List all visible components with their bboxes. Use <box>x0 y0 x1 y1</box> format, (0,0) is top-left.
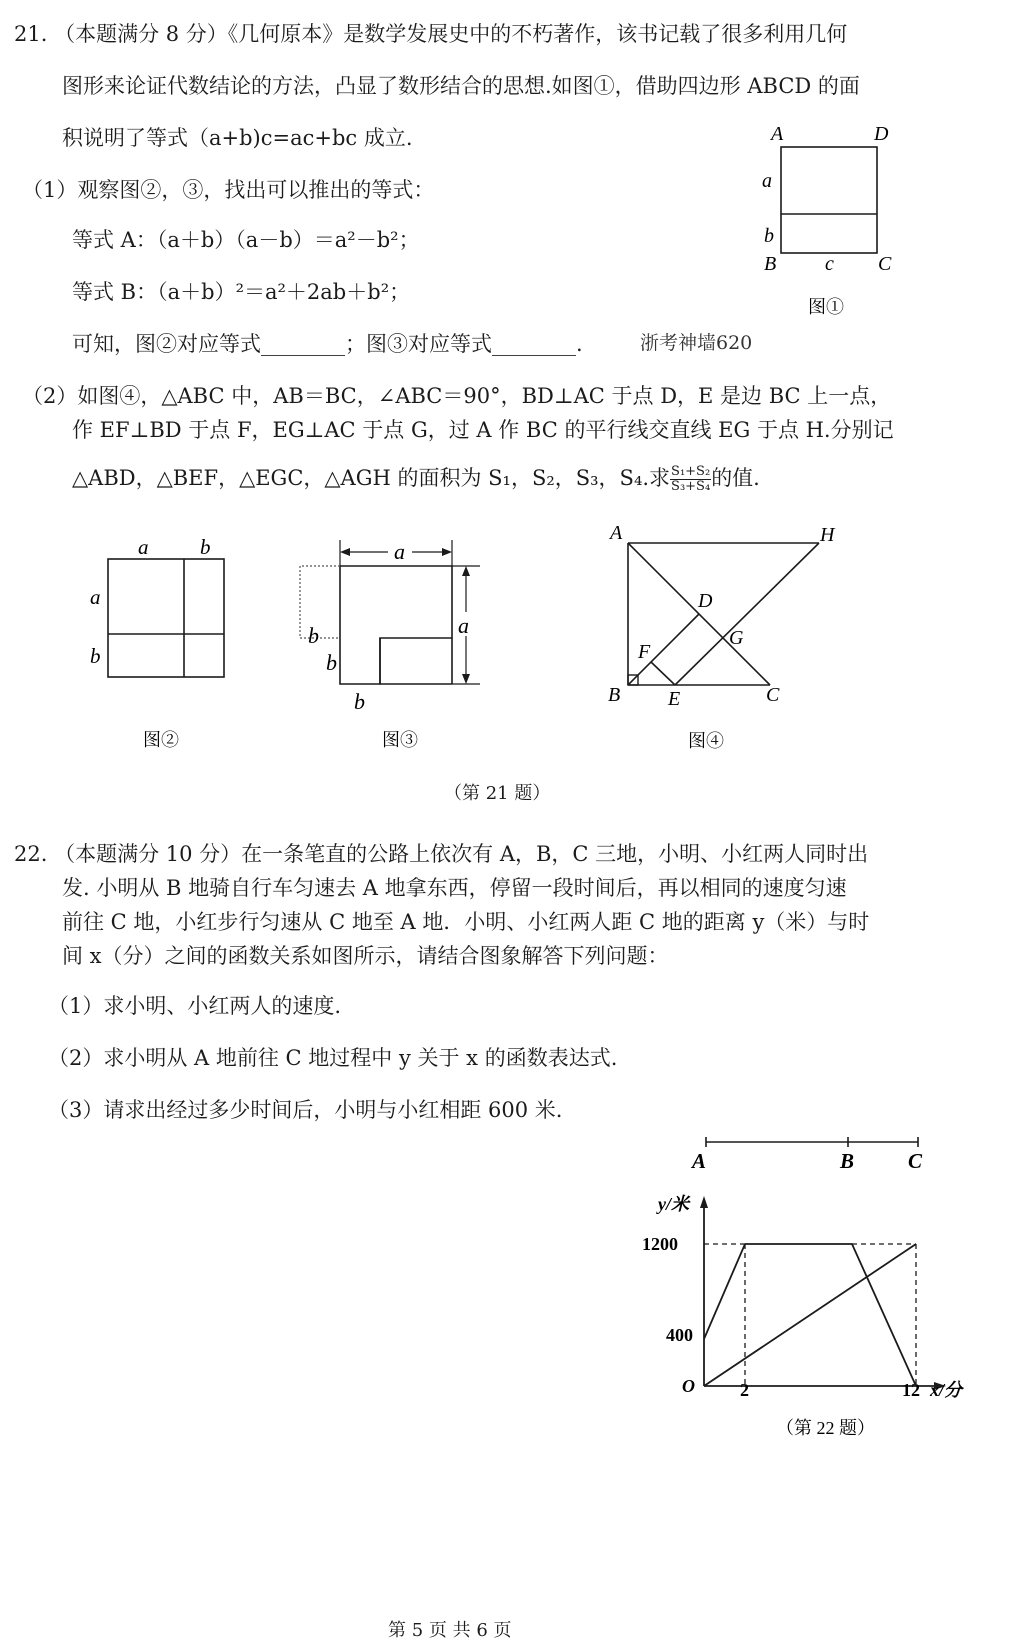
fig2-label-a-top: a <box>138 535 149 559</box>
fig3-label-b2: b <box>326 650 337 675</box>
fig1-label-b: b <box>764 225 774 247</box>
q22-line2: 发. 小明从 B 地骑自行车匀速去 A 地拿东西，停留一段时间后，再以相同的速度匀速 <box>62 876 847 900</box>
area-ratio-fraction <box>670 465 711 494</box>
fig4-caption: 图④ <box>688 731 724 751</box>
road-label-B: B <box>840 1149 855 1173</box>
q21-caption: （第 21 题） <box>444 783 551 804</box>
y-tick-400: 400 <box>666 1325 693 1345</box>
road-label-C: C <box>908 1149 923 1173</box>
q22-line4: 间 x（分）之间的函数关系如图所示，请结合图象解答下列问题： <box>62 944 669 968</box>
q22-line1: 22. （本题满分 10 分）在一条笔直的公路上依次有 A，B，C 三地，小明、小红两人同时出 <box>14 842 869 866</box>
y-axis-arrow <box>700 1196 708 1208</box>
fig2-square <box>108 559 224 677</box>
q21-part2-line3 <box>72 462 760 494</box>
x-tick-2: 2 <box>740 1380 749 1400</box>
fig3-arrow-left <box>340 548 350 556</box>
fig2-label-b-top: b <box>200 535 211 559</box>
fig1-caption: 图① <box>808 297 844 317</box>
fig4-label-F: F <box>638 641 651 663</box>
fraction-denominator: S₃+S₄ <box>671 479 711 494</box>
figure-3 <box>290 530 490 760</box>
fig1-label-D: D <box>874 123 889 145</box>
x-tick-12: 12 <box>902 1380 920 1400</box>
fig1-label-c: c <box>825 253 834 275</box>
q21-line2: 图形来论证代数结论的方法，凸显了数形结合的思想.如图①，借助四边形 ABCD 的面 <box>62 74 860 98</box>
q21-line1: 21. （本题满分 8 分）《几何原本》是数学发展史中的不朽著作，该书记载了很多利用几何 <box>14 22 848 46</box>
y-tick-1200: 1200 <box>642 1234 678 1254</box>
fig1-label-a: a <box>762 170 772 192</box>
fig3-label-a-top: a <box>394 539 405 564</box>
fig2-label-b-left: b <box>90 644 101 668</box>
q22-figure <box>640 1130 990 1440</box>
q22-line3: 前往 C 地，小红步行匀速从 C 地至 A 地．小明、小红两人距 C 地的距离 y（米）与时 <box>62 910 870 934</box>
fig4-label-D: D <box>698 590 713 612</box>
q21-part2-line3-pre: △ABD，△BEF，△EGC，△AGH 的面积为 S₁，S₂，S₃，S₄.求 <box>72 466 671 490</box>
fig4-label-E: E <box>668 688 681 710</box>
q21-equation-a: 等式 A：（a＋b）（a－b）＝a²－b²； <box>72 228 420 252</box>
q21-equation-b: 等式 B：（a＋b）²＝a²＋2ab＋b²； <box>72 280 411 304</box>
fig4-label-C: C <box>766 684 780 706</box>
fig3-caption: 图③ <box>382 730 418 750</box>
fig3-label-b-bottom: b <box>354 689 365 714</box>
fig3-label-b1: b <box>308 623 319 648</box>
fig3-l-shape <box>340 566 452 684</box>
fig4-label-A: A <box>610 522 623 544</box>
fig4-label-G: G <box>729 627 744 649</box>
page-footer: 第 5 页 共 6 页 <box>388 1620 512 1641</box>
figure-2 <box>80 530 250 760</box>
q22-question-3: （3）请求出经过多少时间后，小明与小红相距 600 米. <box>48 1098 563 1122</box>
q22-question-2: （2）求小明从 A 地前往 C 地过程中 y 关于 x 的函数表达式. <box>48 1046 618 1070</box>
fig4-segment-HE <box>675 543 819 685</box>
fig4-label-H: H <box>820 524 835 546</box>
fig3-arrow-right <box>442 548 452 556</box>
q21-part2-line3-post: 的值. <box>711 466 760 490</box>
fig2-label-a-left: a <box>90 585 101 609</box>
fig2-caption: 图② <box>143 730 179 750</box>
q22-caption: （第 22 题） <box>776 1418 875 1438</box>
fig3-dotted-rect <box>300 566 340 638</box>
fig1-label-B: B <box>764 253 777 275</box>
y-axis-label: y/米 <box>658 1194 689 1214</box>
fig3-label-a-right: a <box>458 613 469 638</box>
watermark-text: 浙考神墙620 <box>640 332 753 354</box>
origin-label: O <box>682 1376 695 1396</box>
q21-part2-line1: （2）如图④，△ABC 中，AB＝BC，∠ABC＝90°，BD⊥AC 于点 D，E 是边 BC 上一点， <box>22 384 892 408</box>
fig1-label-C: C <box>878 253 892 275</box>
fraction-numerator: S₁+S₂ <box>671 464 711 479</box>
fig3-arrow-down <box>462 674 470 684</box>
q22-question-1: （1）求小明、小红两人的速度. <box>48 994 342 1018</box>
road-label-A: A <box>692 1149 707 1173</box>
fig4-segment-EF <box>651 662 675 685</box>
fig4-label-B: B <box>608 684 621 706</box>
fig3-arrow-up <box>462 566 470 576</box>
q21-fill-blank-line: 可知，图②对应等式________；图③对应等式________. <box>72 332 583 356</box>
fig1-label-A: A <box>771 123 784 145</box>
figure-4 <box>600 515 850 760</box>
q21-line3: 积说明了等式（a+b)c=ac+bc 成立. <box>62 126 413 150</box>
q21-part2-line2: 作 EF⊥BD 于点 F，EG⊥AC 于点 G，过 A 作 BC 的平行线交直线 EG 于点 H.分别记 <box>72 418 894 442</box>
q21-part1-title: （1）观察图②，③，找出可以推出的等式： <box>22 178 435 202</box>
figure-1 <box>740 115 920 325</box>
x-axis-label: x/分 <box>930 1380 963 1400</box>
fig1-rectangle <box>781 147 877 253</box>
